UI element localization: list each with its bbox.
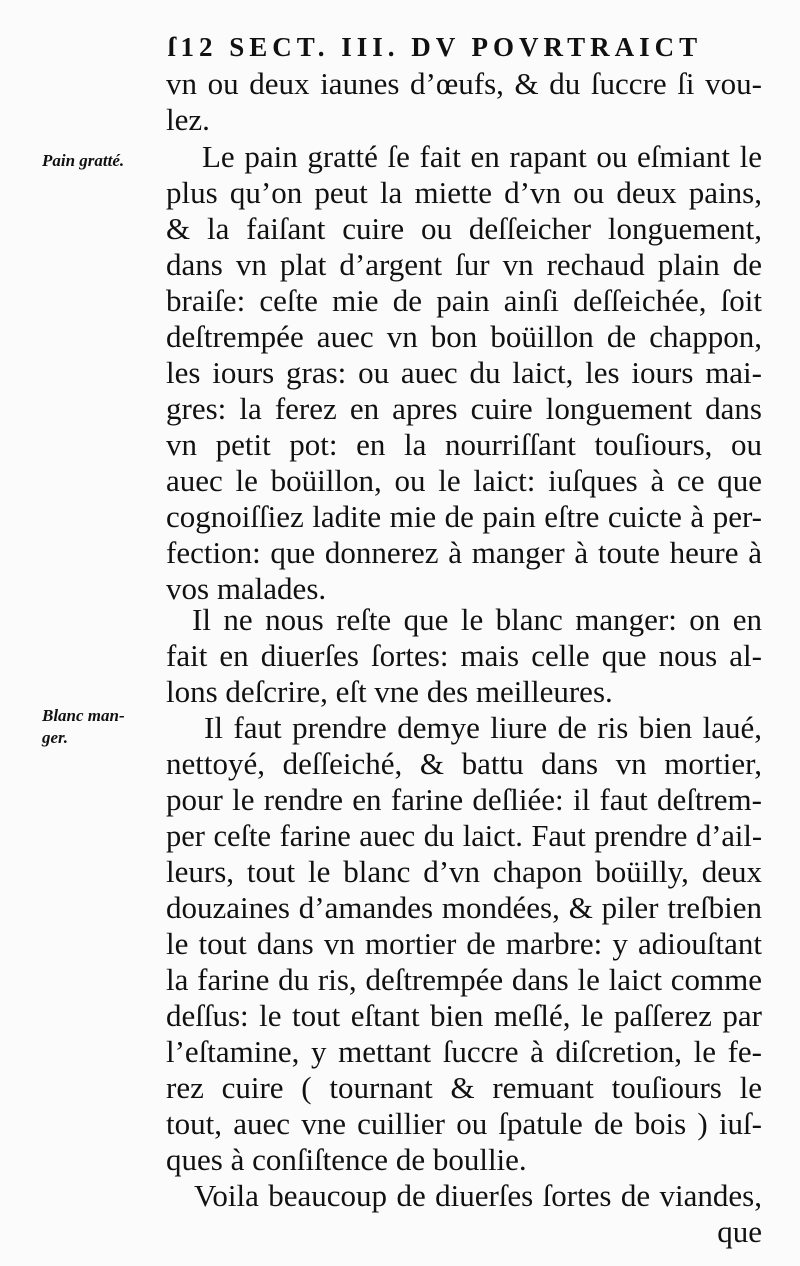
margin-note-blanc-manger-cont: ger.: [42, 728, 68, 747]
margin-note-blanc-manger: Blanc man-: [42, 706, 125, 725]
text-line: les iours gras: ou auec du laict, les iours mai-: [166, 355, 762, 390]
text-line: braiſe: ceſte mie de pain ainſi deſſeichée, ſoit: [166, 283, 762, 318]
text-line: vn ou deux iaunes d’œufs, & du ſuccre ſi vou-: [166, 66, 762, 101]
text-line: rez cuire ( tournant & remuant touſiours le: [166, 1070, 762, 1105]
text-line: & la faiſant cuire ou deſſeicher longuement,: [166, 211, 762, 246]
text-line: lons deſcrire, eſt vne des meilleures.: [166, 674, 613, 709]
text-line: Il faut prendre demye liure de ris bien laué,: [204, 710, 762, 745]
text-line: tout, auec vne cuillier ou ſpatule de bois ) iuſ-: [166, 1106, 762, 1141]
margin-note-pain-gratte: Pain gratté.: [42, 151, 125, 170]
text-line: Il ne nous reſte que le blanc manger: on en: [192, 602, 762, 637]
running-header: ſ12 SECT. III. DV POVRTRAICT: [168, 32, 703, 62]
text-line: gres: la ferez en apres cuire longuement dans: [166, 391, 762, 426]
text-line: ques à conſiſtence de boullie.: [166, 1142, 527, 1177]
text-line: Le pain gratté ſe fait en rapant ou eſmiant le: [202, 139, 762, 174]
text-line: dans vn plat d’argent ſur vn rechaud plain de: [166, 247, 762, 282]
text-line: l’eſtamine, y mettant ſuccre à diſcretion, le fe-: [166, 1034, 762, 1069]
text-line: cognoiſſiez ladite mie de pain eſtre cuicte à per-: [166, 499, 762, 534]
text-line: nettoyé, deſſeiché, & battu dans vn mortier,: [166, 746, 762, 781]
catchword: que: [717, 1214, 762, 1249]
text-line: la farine du ris, deſtrempée dans le laict comme: [166, 962, 762, 997]
text-line: vn petit pot: en la nourriſſant touſiours, ou: [166, 427, 762, 462]
text-line: per ceſte farine auec du laict. Faut prendre d’ail-: [166, 819, 762, 853]
text-line: deſtrempée auec vn bon boüillon de chappon,: [166, 319, 762, 354]
text-line: leurs, tout le blanc d’vn chapon boüilly, deux: [166, 854, 762, 889]
text-line: douzaines d’amandes mondées, & piler treſbien: [166, 890, 762, 925]
text-line: lez.: [166, 102, 210, 137]
text-line: auec le boüillon, ou le laict: iuſques à ce que: [166, 463, 762, 498]
text-line: vos malades.: [166, 571, 327, 606]
text-line: Voila beaucoup de diuerſes ſortes de viandes,: [194, 1178, 762, 1213]
text-line: plus qu’on peut la miette d’vn ou deux pains,: [166, 175, 762, 210]
text-line: le tout dans vn mortier de marbre: y adiouſtant: [166, 926, 762, 961]
text-line: fait en diuerſes ſortes: mais celle que nous al-: [166, 638, 762, 673]
text-line: fection: que donnerez à manger à toute heure à: [166, 535, 762, 570]
text-line: deſſus: le tout eſtant bien meſlé, le paſſerez par: [166, 998, 762, 1033]
text-line: pour le rendre en farine deſliée: il faut deſtrem-: [166, 782, 762, 817]
